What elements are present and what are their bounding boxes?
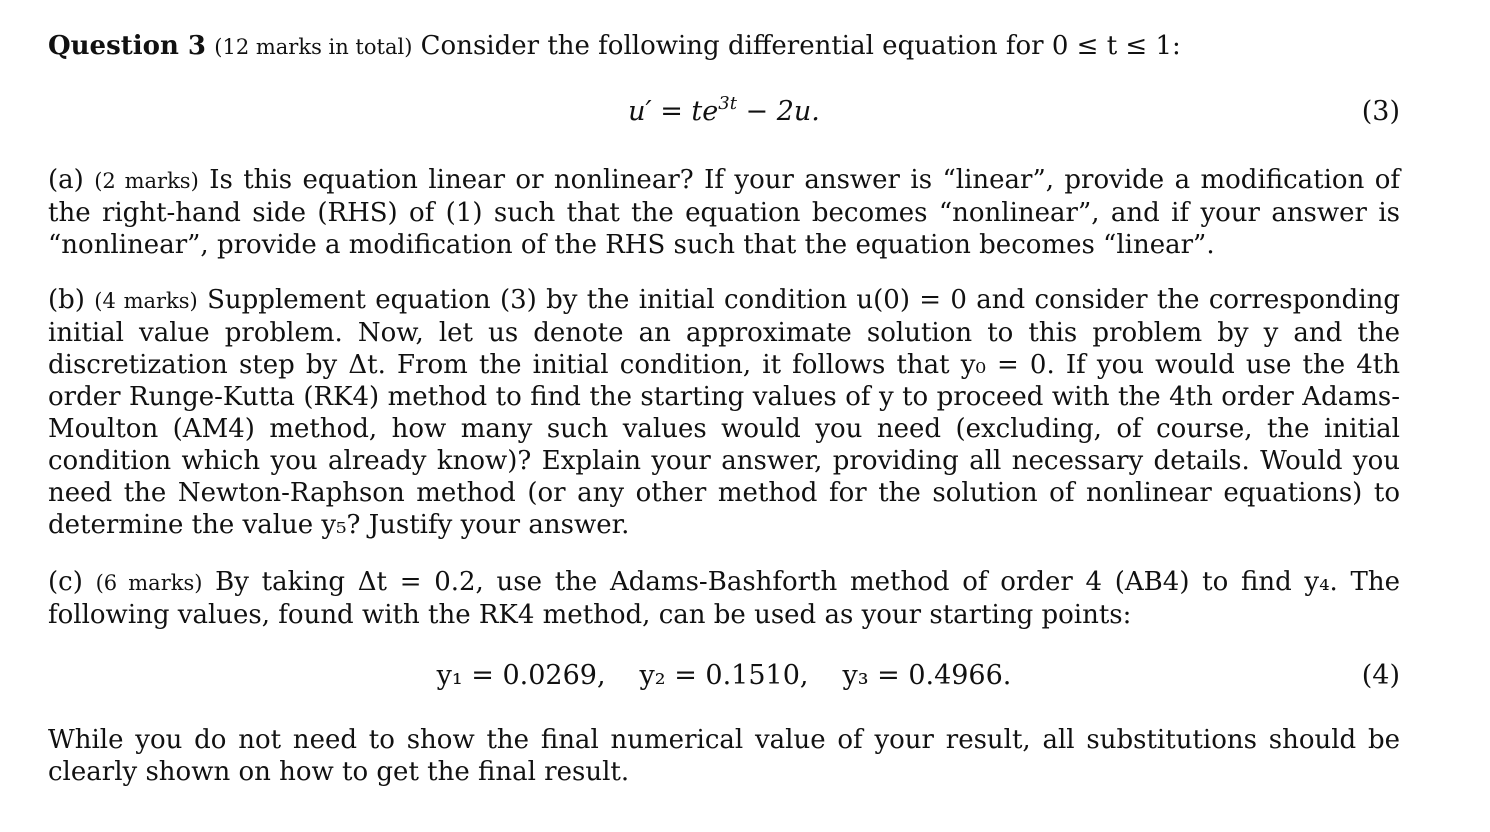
part-c-marks: (6 marks)	[95, 571, 203, 595]
equation-4-label: (4)	[1361, 660, 1400, 691]
part-a-text: Is this equation linear or nonlinear? If your answer is “linear”, provide a modification of the right-hand side (RHS) of (1) such that the equation becomes “nonlinear”, and if your answer is “nonlinear”, provide a modification of the RHS such that the equation becomes “linear”.	[48, 165, 1401, 260]
equation-3-body: $u' = te^{3t} - 2u$.	[628, 93, 820, 127]
part-c	[48, 566, 1400, 631]
part-a-label: (a)	[48, 165, 84, 195]
part-a	[48, 164, 1400, 261]
part-b-label: (b)	[48, 285, 85, 315]
part-c-text: By taking Δt = 0.2, use the Adams-Bashforth method of order 4 (AB4) to find y₄. The following values, found with the RK4 method, can be used as your starting points:	[48, 567, 1400, 630]
question-header	[48, 30, 1400, 63]
closing-note: While you do not need to show the final numerical value of your result, all substitutions should be clearly shown on how to get the final result.	[48, 725, 1400, 787]
question-intro: Consider the following differential equation for 0 ≤ t ≤ 1:	[420, 31, 1181, 61]
starting-value-y2: y₂ = 0.1510,	[639, 660, 809, 691]
part-b-marks: (4 marks)	[94, 289, 198, 313]
equation-3-label: (3)	[1361, 96, 1400, 127]
part-c-label: (c)	[48, 567, 83, 597]
part-b	[48, 284, 1400, 541]
equation-3	[48, 93, 1400, 136]
starting-value-y3: y₃ = 0.4966.	[842, 660, 1012, 691]
question-marks: (12 marks in total)	[214, 35, 413, 59]
equation-4-body	[48, 660, 1400, 691]
starting-value-y1: y₁ = 0.0269,	[436, 660, 606, 691]
question-title: Question 3	[48, 31, 207, 61]
part-a-marks: (2 marks)	[94, 169, 199, 193]
equation-4	[48, 660, 1400, 700]
part-b-text: Supplement equation (3) by the initial condition u(0) = 0 and consider the corresponding initial value problem. Now, let us denote an approximate solution to this problem by y and the discretization step by Δt. From the initial condition, it follows that y₀ = 0. If you would use the 4th order Runge-Kutta (RK4) method to find the starting values of y to proceed with the 4th order Adams-Moulton (AM4) method, how many such values would you need (excluding, of course, the initial condition which you already know)? Explain your answer, providing all necessary details. Would you need the Newton-Raphson method (or any other method for the solution of nonlinear equations) to determine the value y₅? Justify your answer.	[48, 285, 1401, 540]
